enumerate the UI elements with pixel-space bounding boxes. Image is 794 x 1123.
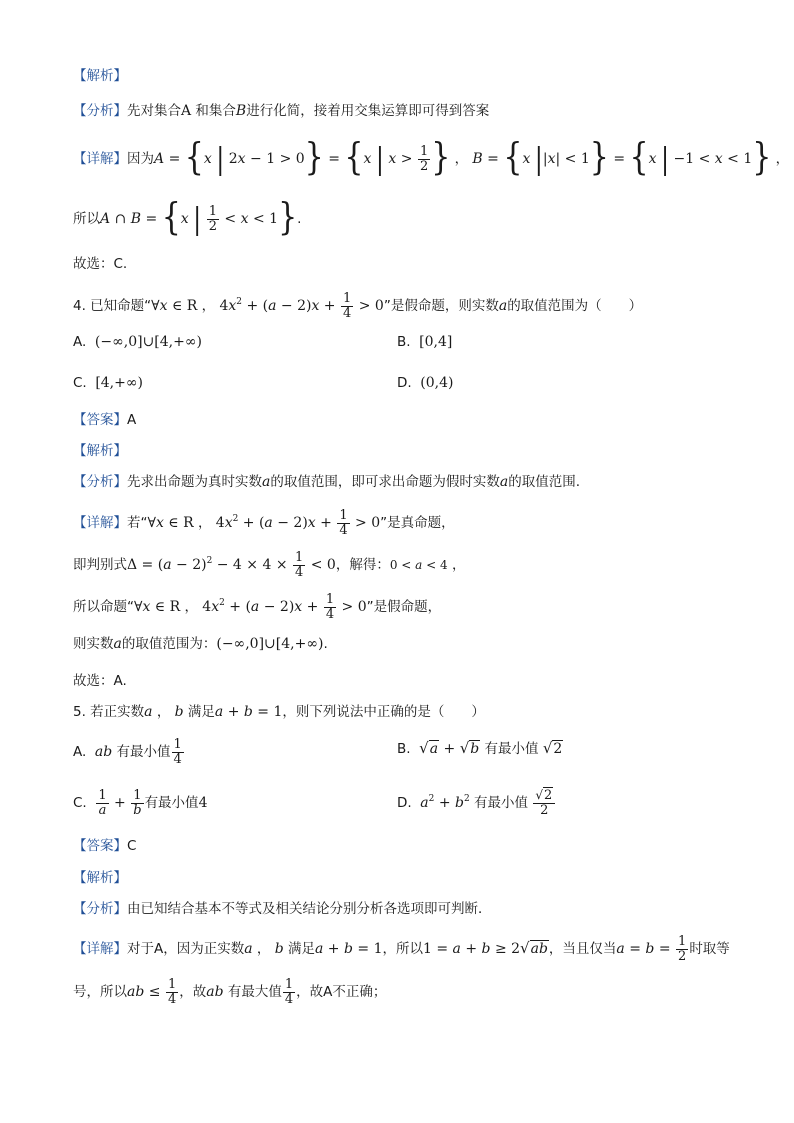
detail-intersection: 所以A ∩ B = {x | $\frac{1}{2}$ < x < 1}. (73, 195, 302, 240)
detail-4-line3: 所以命题“∀x ∈ R ， $4x^2 + (a - 2)x$ + $\frac{1}{4}$ > 0”是假命题， (73, 592, 442, 622)
answer-4: 【答案】A (73, 412, 137, 428)
detail-4-line2: 即判别式$\Delta = (a - 2)^2 - 4 \times 4$ × $\frac{1}{4}$ < 0，解得：0 < a < 4 ， (73, 550, 466, 580)
conclusion-q3: 故选：C. (73, 256, 128, 272)
option-5d[interactable]: D. $a^2 + b^2$ 有最小值 $\frac{√2}{2}$ (397, 789, 556, 817)
detail-4-line1: 【详解】若“∀x ∈ R ， $4x^2 + (a - 2)x$ + $\frac{1}{4}$ > 0”是真命题， (73, 508, 455, 538)
option-4a[interactable]: A. (−∞,0]∪[4,+∞) (73, 334, 202, 350)
detail-5-line2: 号，所以ab ≤ $\frac{1}{4}$ ，故ab 有最大值 $\frac{1}{4}$ ，故A不正确； (73, 977, 387, 1007)
option-4c[interactable]: C. [4,+∞) (73, 375, 143, 391)
analysis-heading: 【解析】 (73, 68, 127, 84)
conclusion-q4: 故选：A. (73, 673, 127, 689)
answer-5: 【答案】C (73, 838, 137, 854)
detail-4-line4: 则实数a的取值范围为：(−∞,0]∪[4,+∞). (73, 636, 328, 652)
analysis-summary-4: 【分析】先求出命题为真时实数a的取值范围，即可求出命题为假时实数a的取值范围. (73, 474, 581, 490)
detail-5-line1: 【详解】对于A，因为正实数a ， b 满足a + b = 1，所以1 = a + b ≥ 2√ab，当且仅当a = b = $\frac{1}{2}$ 时取等 (73, 934, 730, 964)
option-5c[interactable]: C. $\frac{1}{a}$ + $\frac{1}{b}$ 有最小值4 (73, 788, 208, 818)
analysis-summary-5: 【分析】由已知结合基本不等式及相关结论分别分析各选项即可判断． (73, 901, 492, 917)
question-5-stem: 5. 若正实数a ， b 满足a + b = 1，则下列说法中正确的是（ ） (73, 704, 485, 720)
question-4-stem: 4. 已知命题“∀x ∈ R ， $4x^2 + (a - 2)x$ + $\frac{1}{4}$ > 0”是假命题，则实数a的取值范围为（ ） (73, 291, 643, 321)
option-4d[interactable]: D. (0,4) (397, 375, 454, 391)
analysis-heading-4: 【解析】 (73, 443, 127, 459)
detail-set-definitions: 【详解】因为A = {x | 2x − 1 > 0} = {x | x > $\frac{1}{2}$ } ， B = {x ||x| < 1} = {x | −1 < x < 1} ， (73, 135, 790, 180)
analysis-summary: 【分析】先对集合A 和集合B进行化简，接着用交集运算即可得到答案 (73, 103, 490, 119)
option-5b[interactable]: B. √a + √b 有最小值 √2 (397, 739, 563, 757)
option-5a[interactable]: A. ab 有最小值 $\frac{1}{4}$ (73, 737, 182, 767)
option-4b[interactable]: B. [0,4] (397, 334, 453, 350)
analysis-heading-5: 【解析】 (73, 870, 127, 886)
